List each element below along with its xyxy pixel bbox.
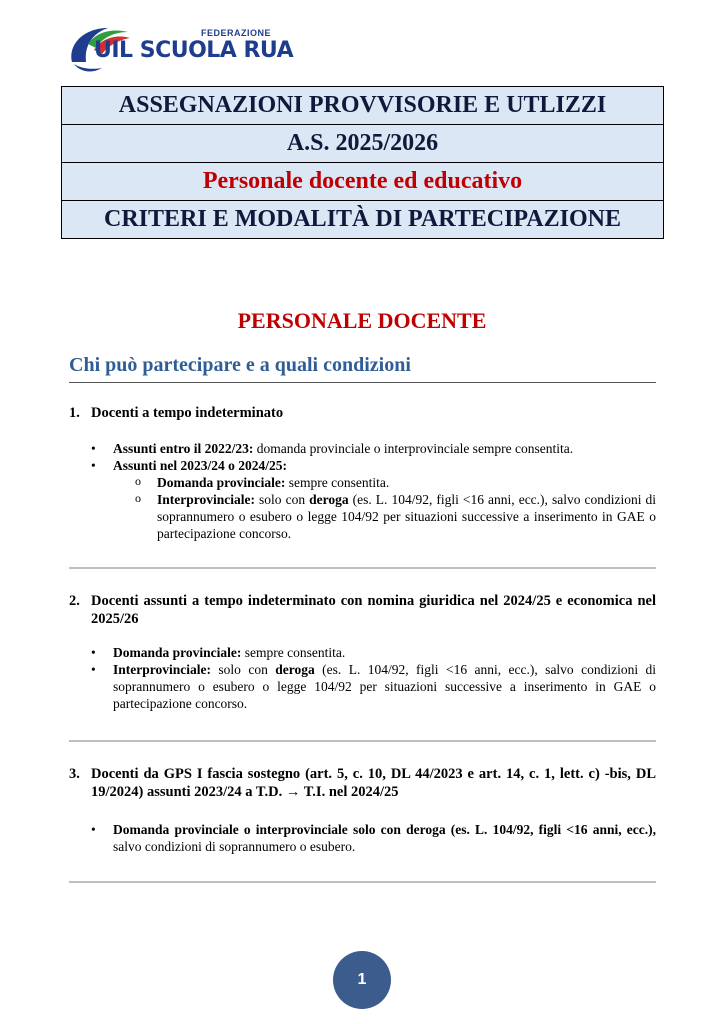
bullet — [91, 440, 656, 457]
bullet-bold: Assunti entro il 2022/23: — [113, 441, 254, 456]
bullet-bold: Domanda provinciale o interprovinciale solo con deroga (es. L. 104/92, figli <16 anni, ecc.), — [113, 822, 656, 837]
item-number: 1. — [69, 405, 80, 421]
list-item-2 — [69, 592, 656, 712]
bullet-text: (es. L. 104/92, figli <16 anni, ecc.), salvo condizioni di soprannumero o esubero o legge 104/92 per situazioni successive a inserimento in GAE o partecipazione concorso. — [113, 662, 657, 711]
sub-bullet-text: solo con — [255, 492, 310, 507]
divider — [69, 567, 656, 569]
uil-scuola-rua-logo — [66, 20, 294, 76]
bullet-text: salvo condizioni di soprannumero o esubero. — [113, 839, 356, 854]
bullet-text: domanda provinciale o interprovinciale sempre consentita. — [253, 441, 574, 456]
bullet-text: sempre consentita. — [241, 645, 346, 660]
logo-federazione-text: FEDERAZIONE — [201, 28, 272, 38]
title-line-4: CRITERI E MODALITÀ DI PARTECIPAZIONE — [62, 201, 663, 238]
divider — [69, 740, 656, 742]
sub-bullet-text: (es. L. 104/92, figli <16 anni, ecc.), salvo condizioni di soprannumero o esubero o legge 104/92 per situazioni successive a inserimento in GAE o partecipazione concorso. — [157, 492, 657, 541]
bullet — [91, 644, 656, 661]
section-heading: PERSONALE DOCENTE — [237, 308, 487, 333]
list-item-3 — [69, 765, 656, 855]
bullet-bold: Interprovinciale: — [113, 662, 211, 677]
item-2-title — [69, 592, 656, 628]
divider — [69, 881, 656, 883]
sub-bullet-bold: deroga — [309, 492, 349, 507]
page-number: 1 — [333, 951, 391, 1009]
bullet-text: solo con — [211, 662, 276, 677]
sub-bullet-text: sempre consentita. — [285, 475, 390, 490]
item-3-title — [69, 765, 656, 801]
sub-bullet — [135, 491, 656, 542]
list-item-1 — [69, 404, 656, 542]
title-box — [61, 86, 664, 239]
sub-bullet-bold: Domanda provinciale: — [157, 475, 286, 490]
logo-name-text: UIL SCUOLA RUA — [94, 38, 294, 63]
bullet-bold: Domanda provinciale: — [113, 645, 242, 660]
sub-bullet-bold: Interprovinciale: — [157, 492, 255, 507]
sub-bullet — [135, 474, 656, 491]
item-number: 3. — [69, 766, 80, 782]
item-title-text: Docenti assunti a tempo indeterminato con nomina giuridica nel 2024/25 e economica nel 2025/26 — [91, 593, 656, 627]
title-line-3: Personale docente ed educativo — [62, 163, 663, 201]
item-title-text: Docenti da GPS I fascia sostegno (art. 5, c. 10, DL 44/2023 e art. 14, c. 1, lett. c) -bis, DL 19/2024) assunti 2023/24 a T.D. → T.I. nel 2024/25 — [91, 766, 656, 800]
bullet-bold: deroga — [275, 662, 315, 677]
item-title-text: Docenti a tempo indeterminato — [91, 405, 284, 421]
item-number: 2. — [69, 593, 80, 609]
item-1-title — [69, 404, 656, 422]
bullet — [91, 457, 656, 542]
title-line-2: A.S. 2025/2026 — [62, 125, 663, 163]
bullet — [91, 661, 656, 712]
bullet — [91, 821, 656, 855]
bullet-bold: Assunti nel 2023/24 o 2024/25: — [113, 458, 288, 473]
subheading: Chi può partecipare e a quali condizioni — [69, 354, 656, 383]
title-line-1: ASSEGNAZIONI PROVVISORIE E UTLIZZI — [62, 87, 663, 125]
